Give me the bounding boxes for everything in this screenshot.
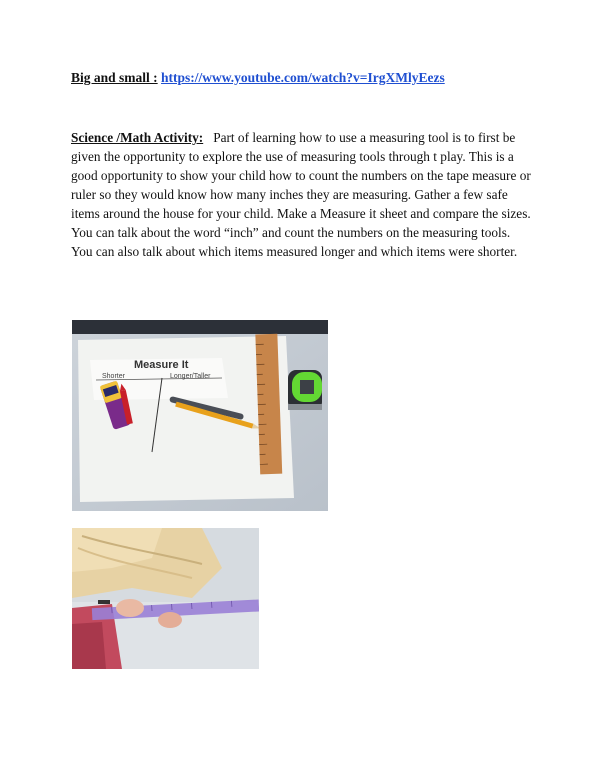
child-measuring-photo	[72, 528, 259, 669]
measure-it-photo	[72, 320, 328, 511]
activity-title: Science /Math Activity:	[71, 130, 204, 145]
sheet-title: Measure It	[134, 359, 189, 371]
activity-paragraph	[71, 128, 533, 261]
activity-body: Part of learning how to use a measuring tool is to first be given the opportunity to explore the use of measuring tools through t play. This is a good opportunity to show your child how to count the numbers on the tape measure or ruler so they would know how many inches they are measuring. Gather a few safe items around the house for your child. Make a Measure it sheet and compare the sizes. You can talk about the word “inch” and count the numbers on the measuring tools. You can also talk about which items measured longer and which items were shorter.	[71, 130, 531, 259]
sheet-col-right: Longer/Taller	[170, 373, 211, 380]
video-link[interactable]: https://www.youtube.com/watch?v=IrgXMlyEezs	[161, 70, 445, 85]
video-link-line	[71, 70, 445, 86]
video-label: Big and small :	[71, 70, 158, 85]
sheet-col-left: Shorter	[102, 373, 125, 380]
